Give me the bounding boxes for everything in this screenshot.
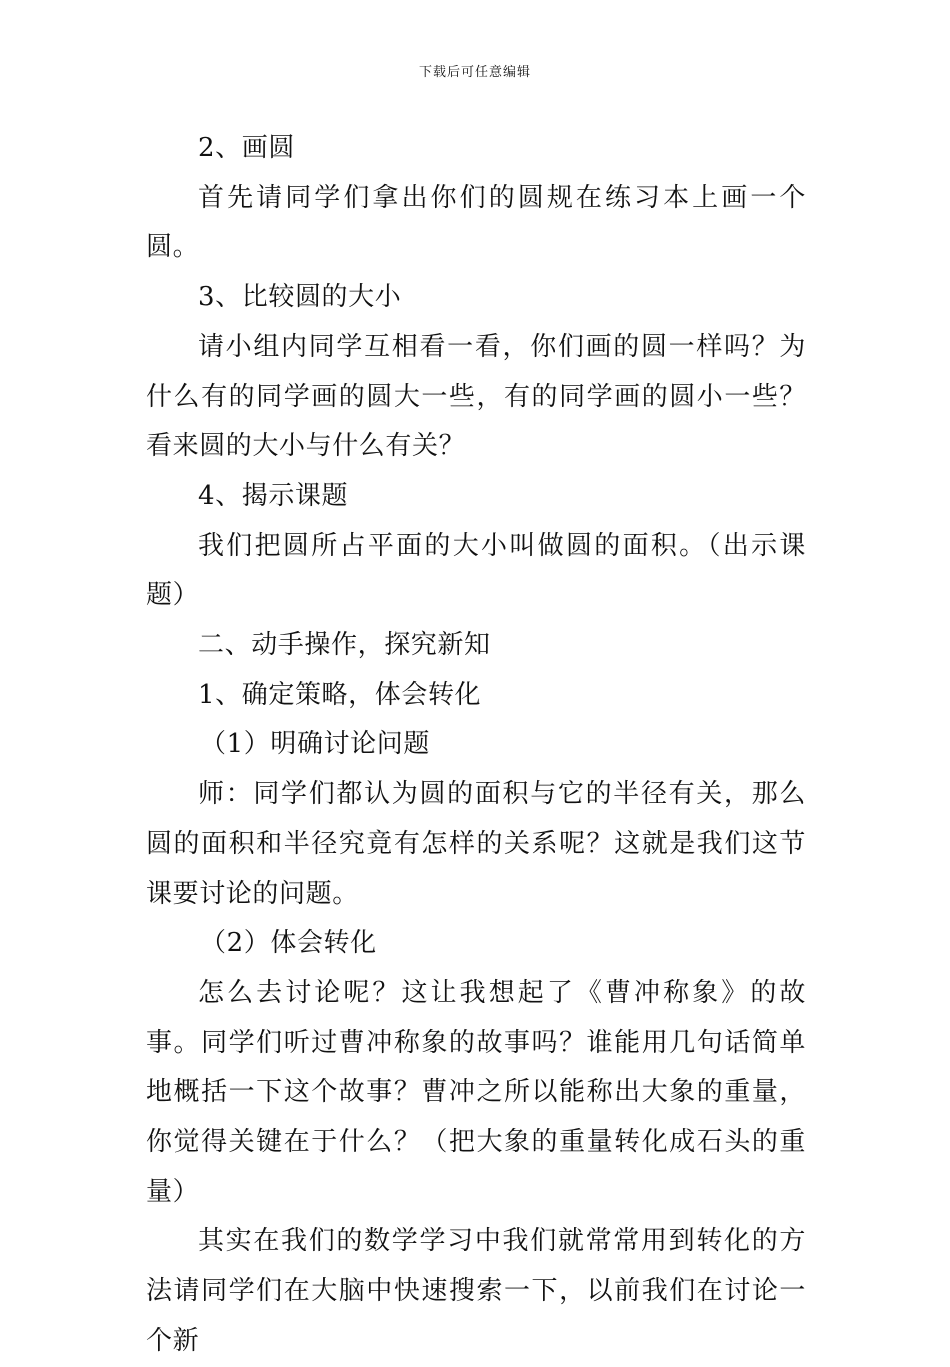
paragraph: 我们把圆所占平面的大小叫做圆的面积。（出示课题）: [146, 530, 806, 611]
section-heading-reveal-topic: 4、揭示课题: [198, 480, 349, 511]
paragraph: 请小组内同学互相看一看，你们画的圆一样吗？为什么有的同学画的圆大一些，有的同学画的圆小一些？看来圆的大小与什么有关？: [146, 331, 806, 462]
section-heading-hands-on: 二、动手操作，探究新知: [198, 630, 491, 661]
subsection-heading-question: （1）明确讨论问题: [200, 729, 430, 760]
section-heading-draw-circle: 2、画圆: [198, 133, 295, 163]
section-heading-compare-size: 3、比较圆的大小: [198, 282, 402, 313]
subsection-heading-transform: （2）体会转化: [200, 928, 377, 959]
paragraph: 其实在我们的数学学习中我们就常常用到转化的方法请同学们在大脑中快速搜索一下，以前我们在讨论一个新: [146, 1226, 806, 1356]
paragraph: 怎么去讨论呢？这让我想起了《曹冲称象》的故事。同学们听过曹冲称象的故事吗？谁能用几句话简单地概括一下这个故事？曹冲之所以能称出大象的重量，你觉得关键在于什么？（把大象的重量转化成石头的重量）: [146, 977, 806, 1207]
section-heading-strategy: 1、确定策略，体会转化: [198, 679, 482, 710]
paragraph: 师：同学们都认为圆的面积与它的半径有关，那么圆的面积和半径究竟有怎样的关系呢？这就是我们这节课要讨论的问题。: [146, 779, 806, 909]
paragraph: 首先请同学们拿出你们的圆规在练习本上画一个圆。: [146, 182, 806, 263]
document-body: [146, 124, 806, 1367]
header-note: 下载后可任意编辑: [418, 65, 531, 80]
